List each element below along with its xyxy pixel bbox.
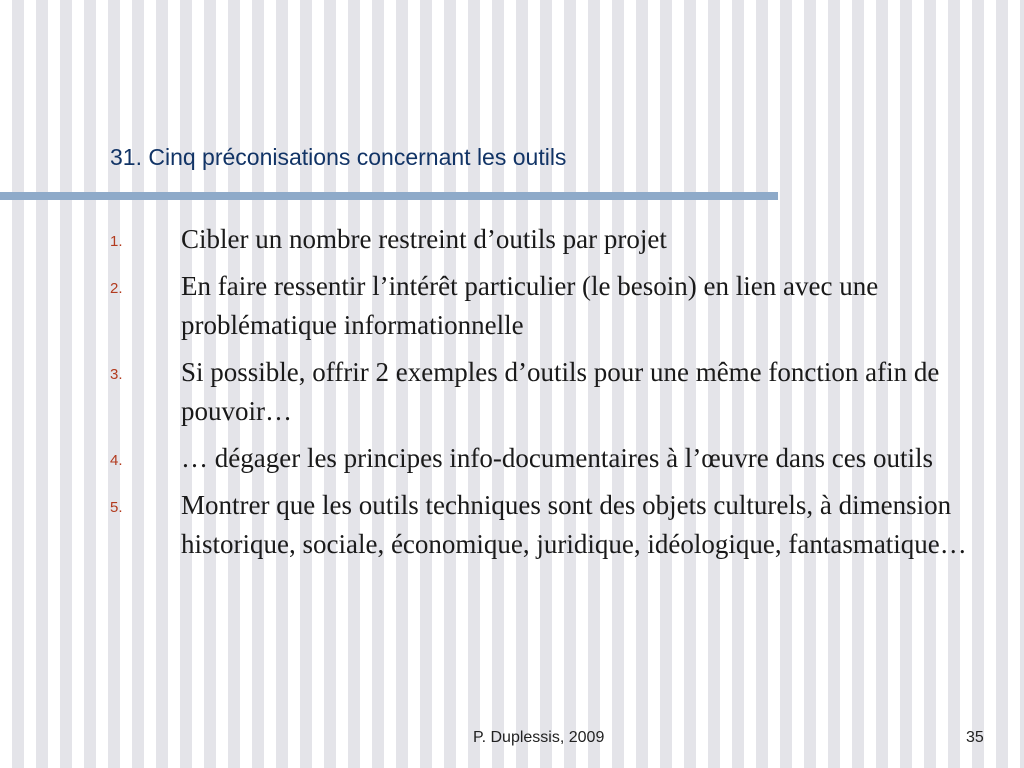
list-item-number: 2. (110, 280, 123, 297)
list-item-number: 3. (110, 366, 123, 383)
list-item-text: … dégager les principes info-documentaires à l’œuvre dans ces outils (181, 443, 934, 473)
list-item-number: 5. (110, 499, 123, 516)
list-item (0, 267, 1024, 345)
list-item-number: 4. (110, 452, 123, 469)
slide-title: 31. Cinq préconisations concernant les outils (110, 144, 567, 170)
list-item-text: Montrer que les outils techniques sont des objets culturels, à dimension historique, sociale, économique, juridique, idéologique, fantasmatique… (181, 490, 967, 559)
page-number: 35 (966, 729, 984, 746)
footer-author: P. Duplessis, 2009 (473, 729, 605, 746)
recommendations-list (0, 220, 1024, 572)
list-item (0, 220, 1024, 259)
list-item-text: Cibler un nombre restreint d’outils par projet (181, 224, 667, 254)
list-item-text: Si possible, offrir 2 exemples d’outils pour une même fonction afin de pouvoir… (181, 357, 940, 426)
list-item (0, 353, 1024, 431)
list-item (0, 486, 1024, 564)
list-item-number: 1. (110, 233, 123, 250)
list-item-text: En faire ressentir l’intérêt particulier (le besoin) en lien avec une problématique informationnelle (181, 271, 879, 340)
title-divider (0, 192, 778, 200)
list-item (0, 439, 1024, 478)
